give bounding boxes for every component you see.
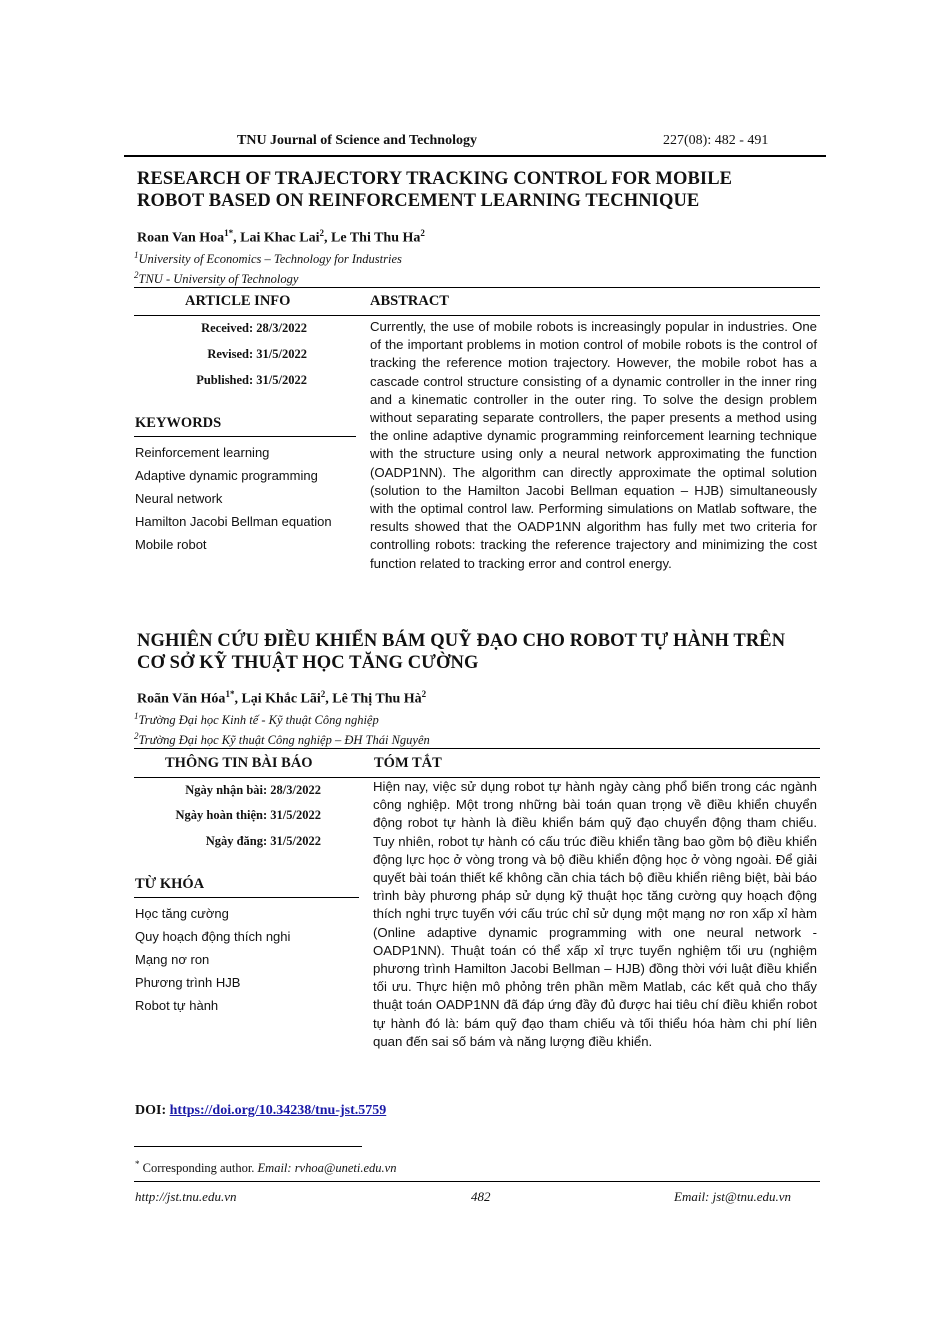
keywords-rule-en <box>134 436 356 437</box>
author-vi-2-sup: 2 <box>320 689 326 699</box>
author-3-sup: 2 <box>420 228 425 238</box>
published-date: Published: 31/5/2022 <box>196 373 307 387</box>
abstract-text-vi: Hiện nay, việc sử dụng robot tự hành ngày càng phổ biến trong các ngành công nghiệp. Một trong những bài toán quan trọng về điều khiển chuyển động robot tự hành là điều khiển bám quỹ đạo chuyển động tham chiếu. Tuy nhiên, robot tự hành có cấu trúc điều khiển tầng bao gồm bộ điều khiển động lực học ở vòng trong và bộ điều khiển động học ở vòng ngoài. Để giải quyết bài toán thiết kế không cần chia tách bộ điều khiển riêng biệt, bài báo trình bày phương pháp sử dụng kỹ thuật học tăng cường quy hoạch động thích nghi trực tuyến với cấu trúc chỉ sử dụng một mạng nơ ron xấp xỉ hàm (Online adaptive dynamic programming with one neural network - OADP1NN). Thuật toán có thể xấp xỉ trực tuyến nghiệm tối ưu (nghiệm phương trình Hamilton Jacobi Bellman – HJB) đồng thời với luật điều khiển tối ưu. Thực hiện mô phỏng trên phần mềm Matlab, các kết quả cho thấy thuật toán OADP1NN đã đáp ứng đầy đủ được hai tiêu chí điều khiển robot tự hành đó là: bám quỹ đạo tham chiếu và tối thiểu hóa hàm chi phí liên quan đến sai số bám và năng lượng điều khiển. <box>373 779 817 1049</box>
header-rule <box>124 155 826 157</box>
title-vi-line-2: CƠ SỞ KỸ THUẬT HỌC TĂNG CƯỜNG <box>137 653 479 673</box>
keyword-item: Reinforcement learning <box>135 445 270 460</box>
author-2: , Lai Khac Lai <box>233 230 320 246</box>
keyword-item: Robot tự hành <box>135 998 219 1013</box>
author-vi-2: , Lại Khắc Lãi <box>234 691 321 707</box>
revised-date-vi: Ngày hoàn thiện: 31/5/2022 <box>175 808 321 822</box>
published-date-vi: Ngày đăng: 31/5/2022 <box>205 834 321 848</box>
keywords-rule-vi <box>134 897 359 898</box>
author-1: Roan Van Hoa <box>137 230 225 246</box>
affiliations-vi <box>134 708 430 748</box>
footnote-rule <box>134 1146 362 1147</box>
title-line-1: RESEARCH OF TRAJECTORY TRACKING CONTROL FOR MOBILE <box>137 169 733 189</box>
keyword-item: Quy hoạch động thích nghi <box>135 929 291 944</box>
article-info-heading: ARTICLE INFO <box>185 293 291 309</box>
received-date-vi: Ngày nhận bài: 28/3/2022 <box>185 783 321 797</box>
revised-date: Revised: 31/5/2022 <box>207 347 307 361</box>
footnote-email: Email: rvhoa@uneti.edu.vn <box>257 1161 397 1176</box>
keyword-item: Adaptive dynamic programming <box>135 468 318 483</box>
affil-1-sup: 1 <box>134 250 139 260</box>
keyword-item: Hamilton Jacobi Bellman equation <box>135 514 332 529</box>
table-top-rule-en <box>134 287 820 288</box>
keyword-item: Mạng nơ ron <box>135 952 210 967</box>
keywords-heading: KEYWORDS <box>135 415 222 431</box>
title-vi-line-1: NGHIÊN CỨU ĐIỀU KHIỂN BÁM QUỸ ĐẠO CHO ROBOT TỰ HÀNH TRÊN <box>137 631 786 651</box>
keyword-item: Phương trình HJB <box>135 975 241 990</box>
affil-1: University of Economics – Technology for Industries <box>138 252 402 267</box>
affil-2: TNU - University of Technology <box>138 272 299 287</box>
keyword-item: Học tăng cường <box>135 906 229 921</box>
abstract-heading-vi: TÓM TẮT <box>374 755 442 771</box>
affil-vi-1-sup: 1 <box>134 711 139 721</box>
received-date: Received: 28/3/2022 <box>201 321 307 335</box>
footer-rule <box>134 1181 820 1182</box>
keyword-item: Mobile robot <box>135 537 207 552</box>
keywords-heading-vi: TỪ KHÓA <box>135 876 205 892</box>
journal-title: TNU Journal of Science and Technology <box>237 133 477 148</box>
doi-link[interactable]: https://doi.org/10.34238/tnu-jst.5759 <box>169 1103 387 1118</box>
article-title-vi <box>137 630 785 674</box>
author-vi-3-sup: 2 <box>421 689 427 699</box>
author-vi-1: Roãn Văn Hóa <box>137 691 226 707</box>
affil-2-sup: 2 <box>134 270 139 281</box>
author-vi-1-sup: 1* <box>225 689 235 699</box>
affil-vi-2-sup: 2 <box>134 731 139 742</box>
author-3: , Le Thi Thu Ha <box>324 230 421 246</box>
author-1-sup: 1* <box>224 228 234 238</box>
footer-email[interactable]: Email: jst@tnu.edu.vn <box>674 1189 792 1204</box>
page-number: 482 <box>471 1189 491 1204</box>
article-title-en <box>137 168 732 212</box>
table-top-rule-vi <box>134 748 820 749</box>
authors-vi <box>137 689 426 708</box>
corresponding-author-footnote <box>135 1159 396 1176</box>
footnote-text: Corresponding author. <box>139 1161 258 1176</box>
affiliations-en <box>134 247 402 287</box>
author-2-sup: 2 <box>319 228 325 238</box>
keywords-list-vi <box>135 905 350 1014</box>
footer-website[interactable]: http://jst.tnu.edu.vn <box>135 1189 237 1204</box>
abstract-text-en: Currently, the use of mobile robots is increasingly popular in industries. One of the important problems in motion control of mobile robots is the control of tracking the reference motion trajectory. However, the mobile robot has a cascade control structure consisting of a dynamic controller in the inner ring and a kinematic controller in the outer ring. To solve the design problem without separating separate controllers, the paper presents a method using the online adaptive dynamic programming reinforcement learning technique with the structure using only a neural network approximating the function (OADP1NN). The algorithm can directly approximate the optimal solution (solution to the Hamilton Jacobi Bellman equation – HJB) simultaneously with the optimal control law. Performing simulations on Matlab software, the results showed that the OADP1NN algorithm has fully met two criteria for controlling robots: tracking the reference trajectory and minimizing the cost function related to tracking error and control energy. <box>370 319 817 571</box>
table-head-rule-en <box>134 315 820 316</box>
footnote-mark: * <box>135 1159 140 1169</box>
doi-line <box>135 1103 386 1119</box>
authors-en <box>137 228 425 247</box>
doi-label: DOI: <box>135 1103 170 1118</box>
info-heading-vi: THÔNG TIN BÀI BÁO <box>165 755 313 771</box>
journal-volume: 227(08): 482 - 491 <box>663 133 769 148</box>
affil-vi-2: Trường Đại học Kỹ thuật Công nghiệp – ĐH Thái Nguyên <box>138 733 430 748</box>
title-line-2: ROBOT BASED ON REINFORCEMENT LEARNING TECHNIQUE <box>137 191 700 211</box>
keyword-item: Neural network <box>135 491 223 506</box>
keywords-list-en <box>135 444 350 553</box>
abstract-heading: ABSTRACT <box>370 293 449 309</box>
affil-vi-1: Trường Đại học Kinh tế - Kỹ thuật Công nghiệp <box>138 713 379 728</box>
author-vi-3: , Lê Thị Thu Hà <box>325 691 422 707</box>
